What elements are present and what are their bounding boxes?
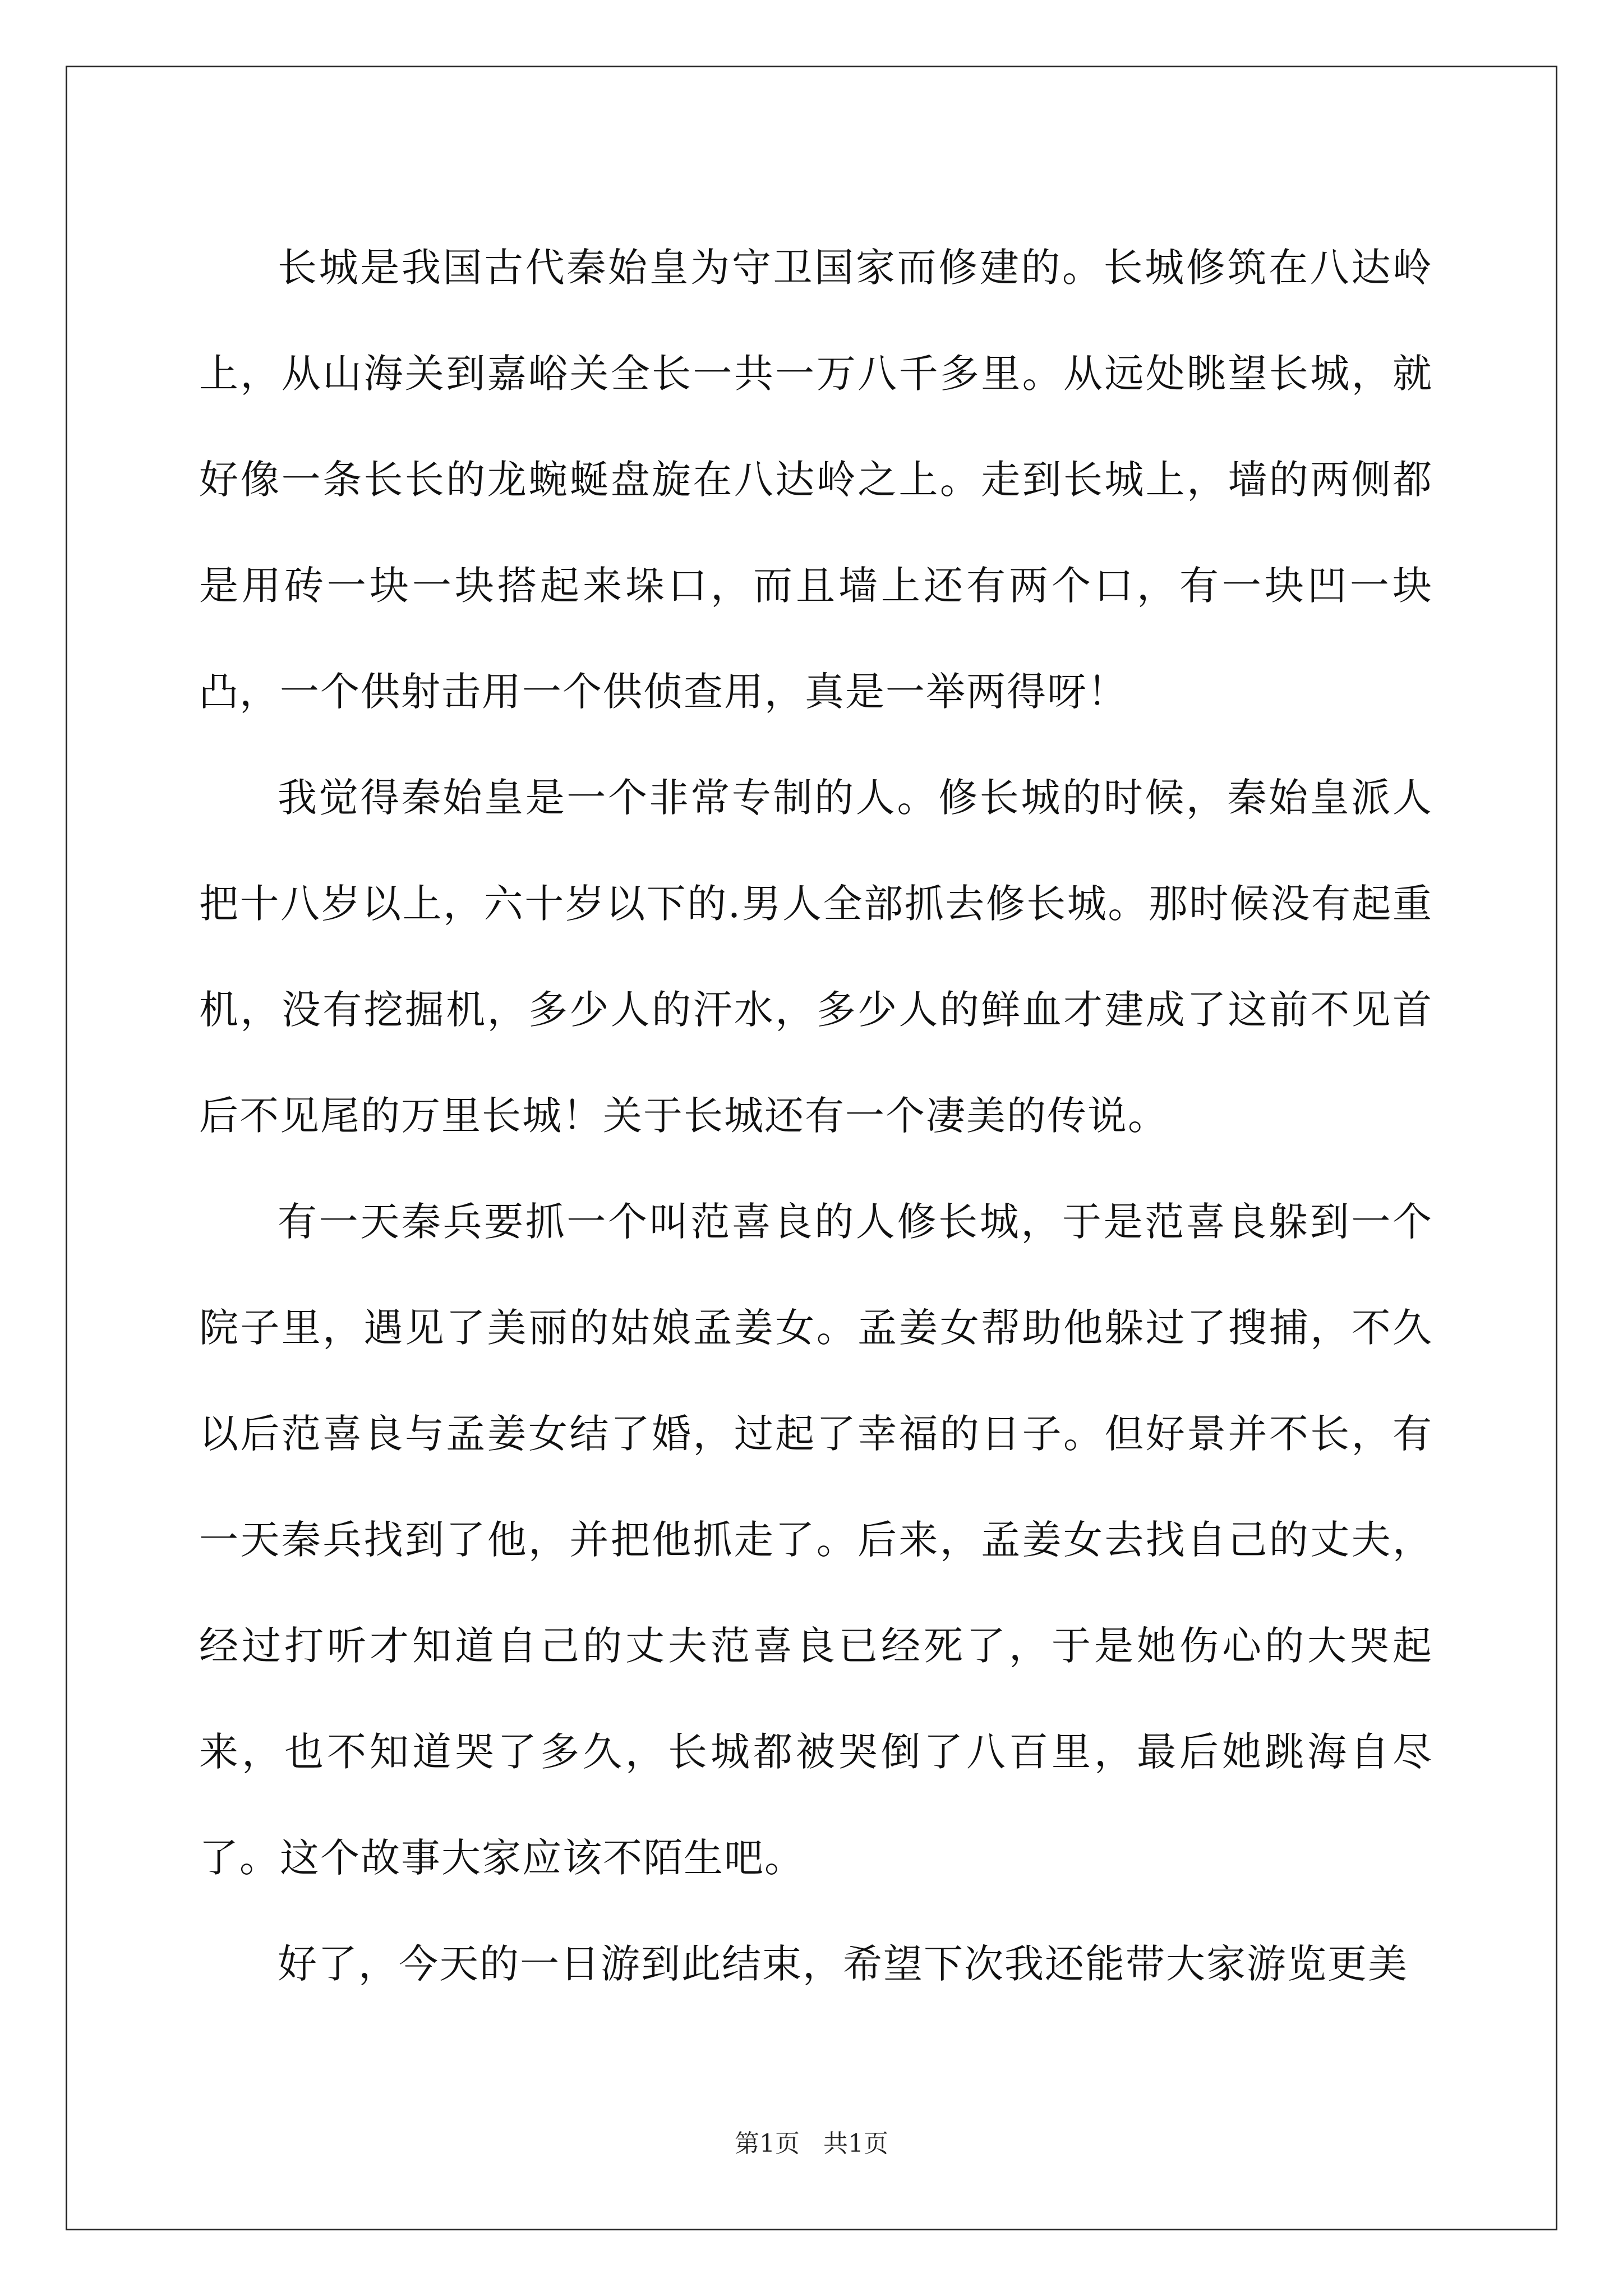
page-footer: 第1页 共1页 — [735, 2129, 888, 2158]
document-body — [199, 215, 1433, 2017]
paragraph-2: 我觉得秦始皇是一个非常专制的人。修长城的时候，秦始皇派人把十八岁以上，六十岁以下的.男人全部抓去修长城。那时候没有起重机，没有挖掘机，多少人的汗水，多少人的鲜血才建成了这前不见首后不见尾的万里长城！关于长城还有一个凄美的传说。 — [199, 775, 1433, 1139]
paragraph-4: 好了，今天的一日游到此结束，希望下次我还能带大家游览更美 — [278, 1941, 1408, 1987]
paragraph-1: 长城是我国古代秦始皇为守卫国家而修建的。长城修筑在八达岭上，从山海关到嘉峪关全长一共一万八千多里。从远处眺望长城，就好像一条长长的龙蜿蜒盘旋在八达岭之上。走到长城上，墙的两侧都是用砖一块一块搭起来垛口，而且墙上还有两个口，有一块凹一块凸，一个供射击用一个供侦查用，真是一举两得呀！ — [199, 245, 1433, 715]
paragraph-3: 有一天秦兵要抓一个叫范喜良的人修长城，于是范喜良躲到一个院子里，遇见了美丽的姑娘孟姜女。孟姜女帮助他躲过了搜捕，不久以后范喜良与孟姜女结了婚，过起了幸福的日子。但好景并不长，有一天秦兵找到了他，并把他抓走了。后来，孟姜女去找自己的丈夫，经过打听才知道自己的丈夫范喜良已经死了，于是她伤心的大哭起来，也不知道哭了多久，长城都被哭倒了八百里，最后她跳海自尽了。这个故事大家应该不陌生吧。 — [199, 1199, 1433, 1881]
